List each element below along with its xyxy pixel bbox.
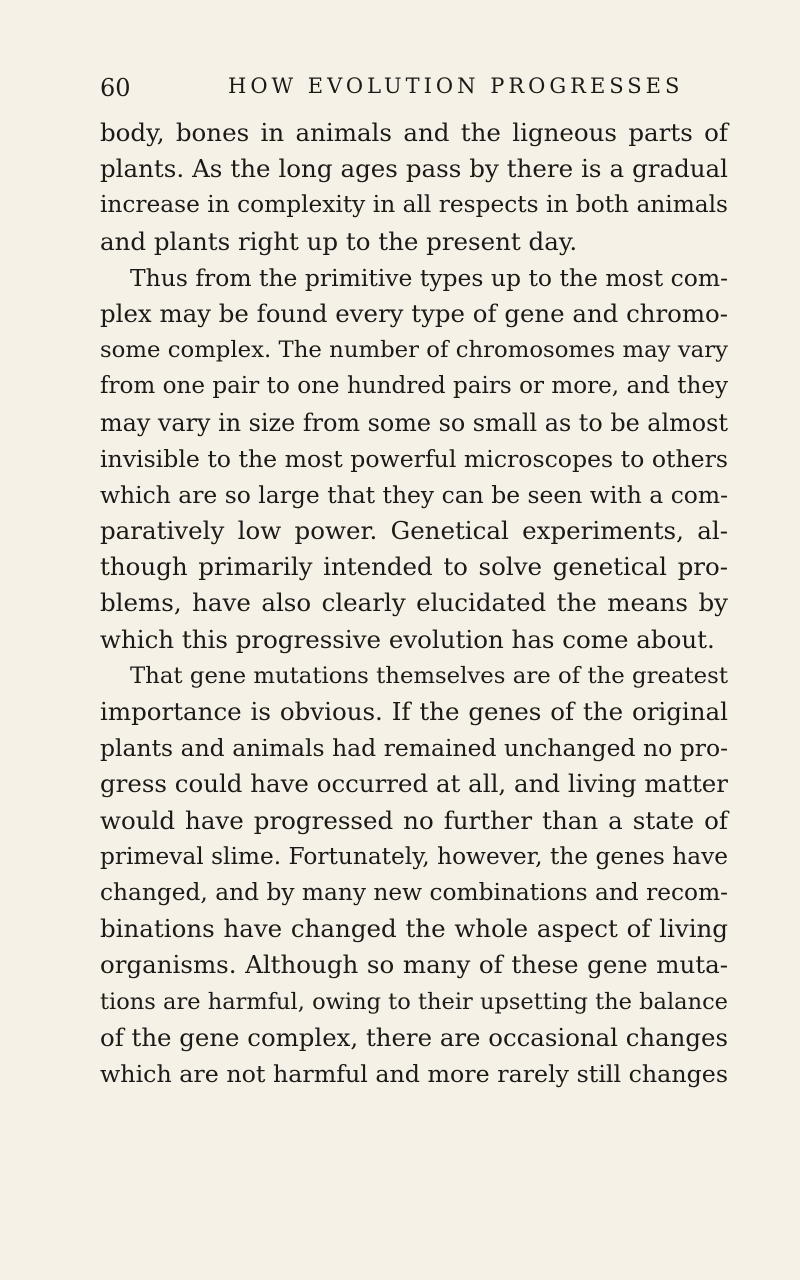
text-line: organisms. Although so many of these gene muta- (100, 950, 728, 980)
page-header (100, 74, 700, 104)
text-line: blems, have also clearly elucidated the means by (100, 588, 728, 618)
text-line: invisible to the most powerful microscopes to others (100, 444, 728, 473)
text-line: That gene mutations themselves are of the greatest (130, 662, 728, 689)
text-line: plants and animals had remained unchanged no pro- (100, 734, 728, 763)
text-line: gress could have occurred at all, and living matter (100, 769, 728, 799)
text-line: plants. As the long ages pass by there is a gradual (100, 154, 728, 184)
text-line: some complex. The number of chromosomes may vary (100, 337, 728, 364)
text-line: from one pair to one hundred pairs or more, and they (100, 373, 728, 400)
text-line: and plants right up to the present day. (100, 226, 578, 256)
text-line: primeval slime. Fortunately, however, the genes have (100, 842, 728, 870)
text-line: Thus from the primitive types up to the most com- (130, 263, 728, 292)
text-line: which this progressive evolution has come about. (100, 624, 715, 654)
text-line: which are not harmful and more rarely still changes (100, 1059, 728, 1088)
body-text (100, 115, 728, 1092)
text-line: would have progressed no further than a state of (100, 805, 728, 835)
page-number: 60 (100, 74, 131, 102)
text-line: tions are harmful, owing to their upsetting the balance (100, 988, 728, 1015)
text-line: of the gene complex, there are occasional changes (100, 1022, 728, 1052)
running-head: HOW EVOLUTION PROGRESSES (228, 74, 684, 98)
text-line: may vary in size from some so small as to be almost (100, 408, 728, 437)
text-line: which are so large that they can be seen with a com- (100, 480, 728, 509)
text-line: body, bones in animals and the ligneous parts of (100, 118, 728, 147)
text-line: increase in complexity in all respects in both animals (100, 191, 728, 219)
text-line: though primarily intended to solve genetical pro- (100, 552, 728, 582)
text-line: paratively low power. Genetical experiments, al- (100, 516, 728, 546)
text-line: plex may be found every type of gene and chromo- (100, 298, 728, 328)
text-line: importance is obvious. If the genes of the original (100, 697, 728, 726)
text-line: binations have changed the whole aspect of living (100, 914, 728, 944)
text-line: changed, and by many new combinations and recom- (100, 878, 728, 906)
